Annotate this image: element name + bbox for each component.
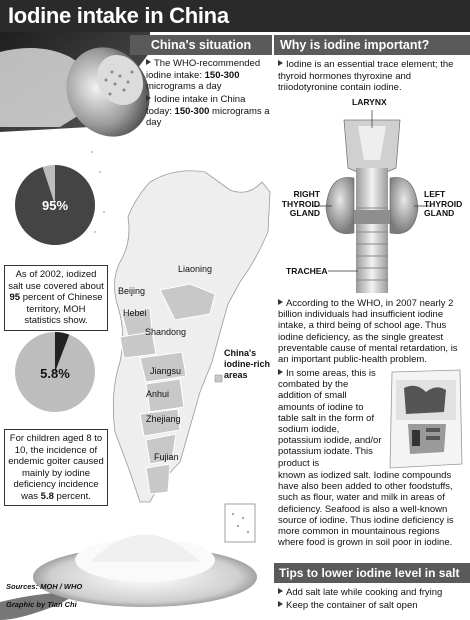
why-iodine-heading: Why is iodine important? <box>274 35 470 55</box>
province-beijing: Beijing <box>118 286 146 296</box>
province-zhejiang: Zhejiang <box>146 414 181 424</box>
china-situation-panel <box>0 32 272 620</box>
province-hebei: Hebei <box>123 308 147 318</box>
bullet-triangle-icon <box>278 60 283 66</box>
label-right-thyroid-gland: RIGHT THYROID GLAND <box>281 189 320 218</box>
goiter-incidence-note: For children aged 8 to 10, the incidence of endemic goiter caused mainly by iodine deficiency incidence was 5.8 percent. <box>4 429 108 506</box>
intro-bullet: Iodine is an essential trace element; the thyroid hormones thyroxine and triiodotyronine contain iodine. <box>278 59 454 93</box>
iodized-salt-paragraph-top: In some areas, this is combated by the addition of small amounts of iodine to table salt in the form of sodium iodide, potassium iodide, and/or potassium iodate. This product is <box>278 368 382 469</box>
who-recommended-bullet: The WHO-recommended iodine intake: 150-300 micrograms a day <box>146 58 261 92</box>
tips-heading: Tips to lower iodine level in salt <box>274 563 470 583</box>
china-intake-bullet: Iodine intake in China today: 150-300 micrograms a day <box>146 94 270 128</box>
bullet-triangle-icon <box>278 369 283 375</box>
legend-swatch <box>215 375 222 382</box>
pie1-label: 95% <box>41 198 69 213</box>
tip-item: Keep the container of salt open <box>278 600 468 612</box>
right-thyroid-gland <box>326 177 354 233</box>
graphic-credit: Graphic by Tian Chi <box>6 600 77 609</box>
pie2-label: 5.8% <box>40 366 70 381</box>
bullet-triangle-icon <box>278 601 283 607</box>
label-left-thyroid-gland: LEFT THYROID GLAND <box>424 189 463 218</box>
province-jiangsu: Jiangsu <box>150 366 182 376</box>
who-statistics-paragraph: According to the WHO, in 2007 nearly 2 billion individuals had insufficient iodine intake, a third being of school age. Thus iodine deficiency, as the single greatest preventable cause of mental retardation, is an important public-health problem. <box>278 298 458 366</box>
china-situation-heading: China's situation <box>130 35 272 55</box>
bullet-triangle-icon <box>146 59 151 65</box>
salt-coverage-note: As of 2002, iodized salt use covered about 95 percent of Chinese territory, MOH statistics show. <box>4 265 108 331</box>
iodized-salt-paragraph-bottom: known as iodized salt. Iodine compounds have also been added to other foodstuffs, such as flour, water and milk in areas of deficiency. Seafood is also a well-known source of iodine. Thus iodine deficiency is more common in mountainous regions where food is grown in soil poor in iodine. <box>278 470 454 549</box>
province-liaoning: Liaoning <box>178 264 213 274</box>
sources-credit: Sources: MOH / WHO <box>6 582 83 591</box>
label-trachea: TRACHEA <box>286 266 328 276</box>
salt-package-image <box>386 368 466 470</box>
tip-item: Add salt late while cooking and frying <box>278 587 468 599</box>
legend-label: China's iodine-rich areas <box>224 348 271 380</box>
province-fujian: Fujian <box>154 452 179 462</box>
left-thyroid-gland <box>390 177 418 233</box>
bullet-triangle-icon <box>146 95 151 101</box>
pie-chart-salt-coverage <box>10 160 100 250</box>
why-iodine-panel <box>274 32 470 620</box>
province-anhui: Anhui <box>146 389 170 399</box>
province-shandong: Shandong <box>145 327 187 337</box>
page-title: Iodine intake in China <box>0 0 470 32</box>
bullet-triangle-icon <box>278 588 283 594</box>
south-sea-inset <box>225 504 255 542</box>
label-larynx: LARYNX <box>352 97 387 107</box>
bullet-triangle-icon <box>278 299 283 305</box>
trachea-shape <box>356 168 388 293</box>
pie-chart-goiter-incidence <box>10 327 100 417</box>
